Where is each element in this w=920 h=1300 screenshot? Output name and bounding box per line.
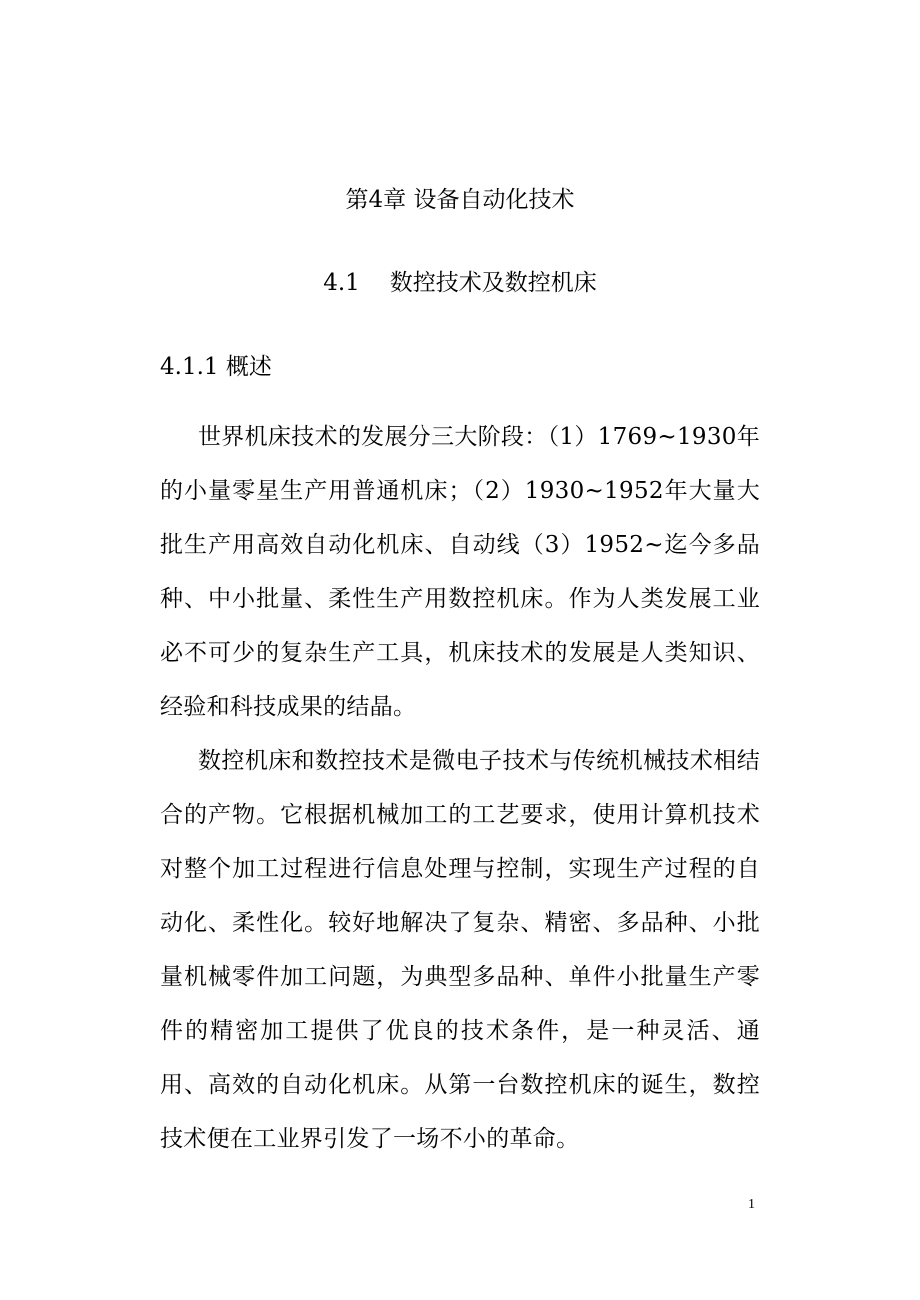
- page-number: 1: [748, 1197, 755, 1212]
- paragraph-cnc-technology: 数控机床和数控技术是微电子技术与传统机械技术相结合的产物。它根据机械加工的工艺要求，使用计算机技术对整个加工过程进行信息处理与控制，实现生产过程的自动化、柔性化。较好地解决了复杂、精密、多品种、小批量机械零件加工问题，为典型多品种、单件小批量生产零件的精密加工提供了优良的技术条件，是一种灵活、通用、高效的自动化机床。从第一台数控机床的诞生，数控技术便在工业界引发了一场不小的革命。: [160, 748, 760, 1152]
- section-title: [0, 261, 920, 305]
- section-title-text: 数控技术及数控机床: [389, 270, 597, 296]
- chapter-title: 第4章 设备自动化技术: [345, 187, 575, 213]
- section-number: 4.1: [323, 270, 360, 296]
- subsection-title: 4.1.1 概述: [160, 354, 272, 380]
- paragraph-machine-tool-history: 世界机床技术的发展分三大阶段：（1）1769~1930年的小量零星生产用普通机床；（2）1930~1952年大量大批生产用高效自动化机床、自动线（3）1952~迄今多品种、中小批量、柔性生产用数控机床。作为人类发展工业必不可少的复杂生产工具，机床技术的发展是人类知识、经验和科技成果的结晶。: [160, 424, 760, 720]
